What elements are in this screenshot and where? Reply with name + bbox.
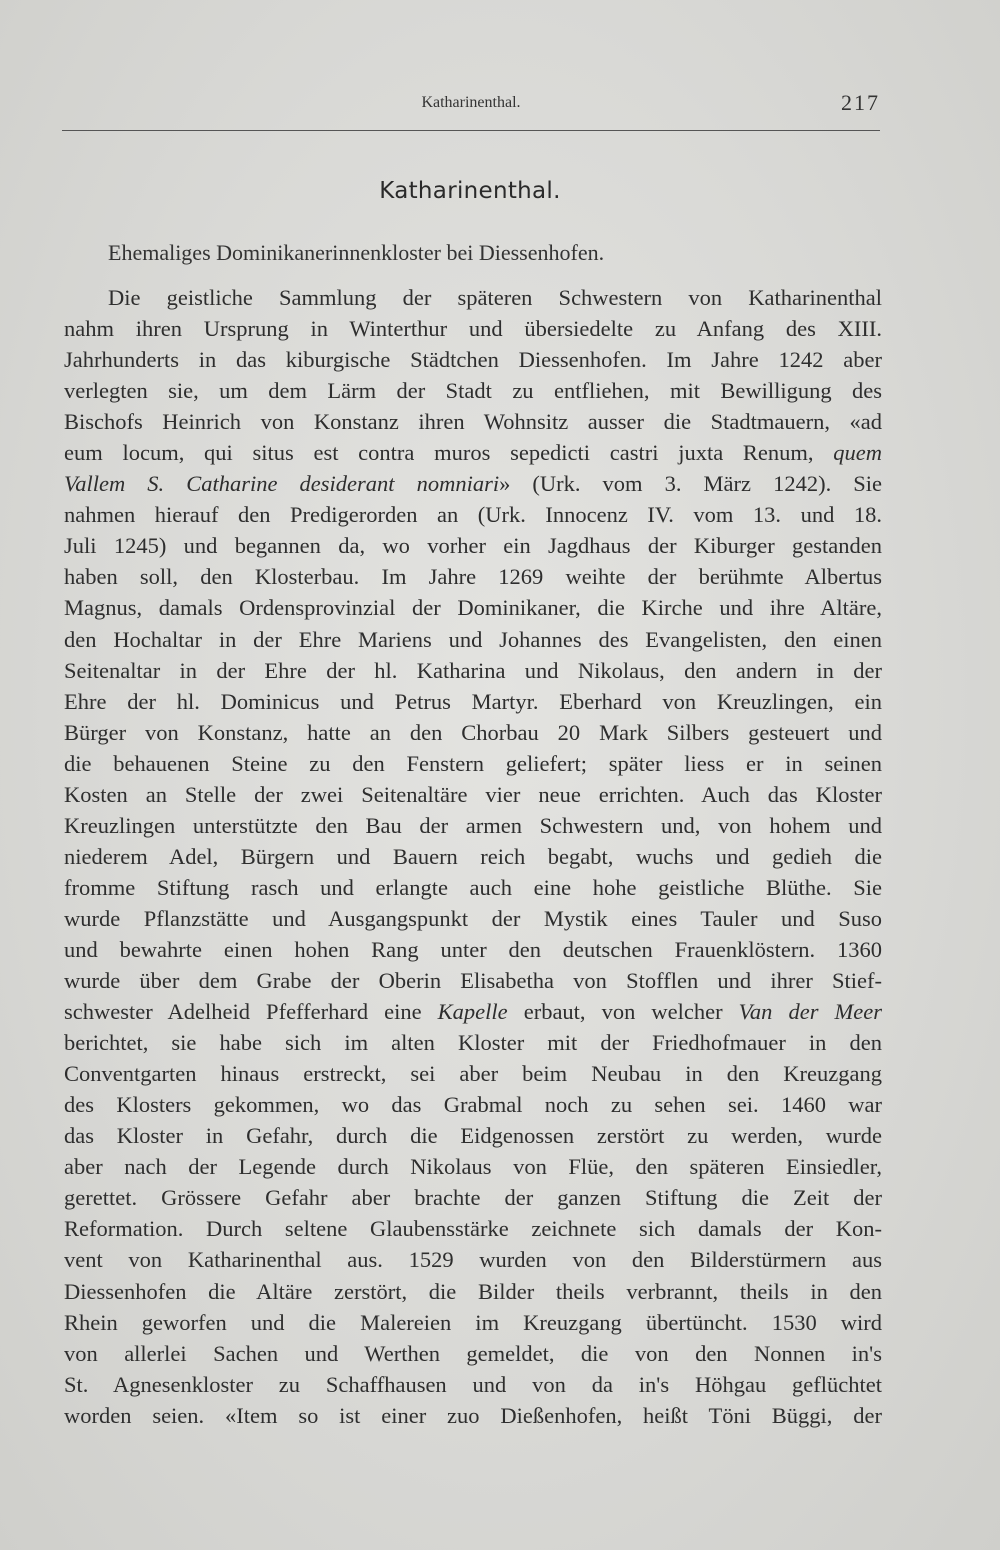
text-line xyxy=(64,1213,882,1244)
text-line xyxy=(64,406,882,437)
text-segment: das Kloster in Gefahr, durch die Eidgenossen zerstört zu werden, wurde xyxy=(64,1123,882,1149)
text-segment: St. Agnesenkloster zu Schaffhausen und von da in's Höhgau geflüchtet xyxy=(64,1371,882,1397)
text-line xyxy=(64,779,882,810)
chapter-subtitle: Ehemaliges Dominikanerinnenkloster bei Diessenhofen. xyxy=(108,240,605,265)
text-segment: wurde über dem Grabe der Oberin Elisabetha von Stofflen und ihrer Stief- xyxy=(64,968,882,994)
text-line xyxy=(64,561,882,592)
running-title: Katharinenthal. xyxy=(421,94,521,111)
text-line xyxy=(64,499,882,530)
text-line xyxy=(64,1400,882,1431)
text-segment: des Klosters gekommen, wo das Grabmal noch zu sehen sei. 1460 war xyxy=(64,1092,882,1118)
text-line xyxy=(64,1151,882,1182)
text-segment: vent von Katharinenthal aus. 1529 wurden von den Bilderstürmern aus xyxy=(64,1247,882,1273)
text-segment: niederem Adel, Bürgern und Bauern reich begabt, wuchs und gedieh die xyxy=(64,843,882,869)
text-segment: den Hochaltar in der Ehre Mariens und Johannes des Evangelisten, den einen xyxy=(64,626,882,652)
text-segment: von allerlei Sachen und Werthen gemeldet, die von den Nonnen in's xyxy=(64,1340,882,1366)
text-segment: Die geistliche Sammlung der späteren Schwestern von Katharinenthal xyxy=(108,285,882,310)
text-line xyxy=(64,1276,882,1307)
text-segment: nahm ihren Ursprung in Winterthur und übersiedelte zu Anfang des XIII. xyxy=(64,316,882,342)
italic-text: Van der Meer xyxy=(738,999,882,1025)
text-line xyxy=(64,530,882,561)
text-line xyxy=(64,1182,882,1213)
text-segment: haben soll, den Klosterbau. Im Jahre 1269 weihte der berühmte Albertus xyxy=(64,564,882,590)
page-number: 217 xyxy=(841,90,880,115)
text-line xyxy=(64,1089,882,1120)
text-line xyxy=(64,717,882,748)
text-line xyxy=(64,1307,882,1338)
text-line xyxy=(64,1338,882,1369)
chapter-title: Katharinenthal. xyxy=(379,178,561,204)
italic-text: quem xyxy=(833,440,882,466)
text-line xyxy=(64,375,882,406)
text-segment: » (Urk. vom 3. März 1242). Sie xyxy=(499,471,882,497)
text-line xyxy=(64,313,882,344)
text-segment: nahmen hierauf den Predigerorden an (Urk. Innocenz IV. vom 13. und 18. xyxy=(64,502,882,528)
text-line xyxy=(64,1244,882,1275)
text-line xyxy=(64,1058,882,1089)
header-rule xyxy=(62,130,880,131)
text-segment: Seitenaltar in der Ehre der hl. Katharina und Nikolaus, den andern in der xyxy=(64,657,882,683)
text-line xyxy=(64,437,882,468)
text-line xyxy=(64,996,882,1027)
text-line xyxy=(64,965,882,996)
text-segment: Jahrhunderts in das kiburgische Städtchen Diessenhofen. Im Jahre 1242 aber xyxy=(64,347,882,373)
text-line xyxy=(64,1369,882,1400)
text-segment: gerettet. Grössere Gefahr aber brachte der ganzen Stiftung die Zeit der xyxy=(64,1185,882,1211)
text-segment: Magnus, damals Ordensprovinzial der Dominikaner, die Kirche und ihre Altäre, xyxy=(64,595,882,621)
text-segment: Bischofs Heinrich von Konstanz ihren Wohnsitz ausser die Stadtmauern, «ad xyxy=(64,409,882,435)
text-line xyxy=(64,344,882,375)
text-segment: Juli 1245) und begannen da, wo vorher ein Jagdhaus der Kiburger gestanden xyxy=(64,533,882,559)
text-segment: aber nach der Legende durch Nikolaus von Flüe, den späteren Einsiedler, xyxy=(64,1154,882,1180)
text-segment: fromme Stiftung rasch und erlangte auch eine hohe geistliche Blüthe. Sie xyxy=(64,874,882,900)
text-segment: wurde Pflanzstätte und Ausgangspunkt der Mystik eines Tauler und Suso xyxy=(64,905,882,931)
text-segment: eum locum, qui situs est contra muros sepedicti castri juxta Renum, xyxy=(64,440,834,466)
text-segment: erbaut, von welcher xyxy=(507,999,739,1025)
text-segment: Rhein geworfen und die Malereien im Kreuzgang übertüncht. 1530 wird xyxy=(64,1309,882,1335)
text-line xyxy=(64,810,882,841)
text-line xyxy=(64,592,882,623)
text-line xyxy=(64,686,882,717)
text-line xyxy=(64,1027,882,1058)
text-line xyxy=(64,841,882,872)
text-segment: Bürger von Konstanz, hatte an den Chorbau 20 Mark Silbers gesteuert und xyxy=(64,719,882,745)
text-segment: berichtet, sie habe sich im alten Kloster mit der Friedhofmauer in den xyxy=(64,1030,882,1056)
text-segment: Diessenhofen die Altäre zerstört, die Bilder theils verbrannt, theils in den xyxy=(64,1278,882,1304)
text-line xyxy=(64,934,882,965)
text-segment: schwester Adelheid Pfefferhard eine xyxy=(64,999,438,1025)
text-line xyxy=(64,903,882,934)
text-line xyxy=(64,1120,882,1151)
text-segment: und bewahrte einen hohen Rang unter den deutschen Frauenklöstern. 1360 xyxy=(64,936,882,962)
text-segment: die behauenen Steine zu den Fenstern geliefert; später liess er in seinen xyxy=(64,750,882,776)
text-line xyxy=(64,624,882,655)
body-text xyxy=(64,282,882,1431)
text-segment: Kosten an Stelle der zwei Seitenaltäre vier neue errichten. Auch das Kloster xyxy=(64,781,882,807)
text-segment: worden seien. «Item so ist einer zuo Dießenhofen, heißt Töni Büggi, der xyxy=(64,1402,882,1428)
text-segment: Kreuzlingen unterstützte den Bau der armen Schwestern und, von hohem und xyxy=(64,812,882,838)
text-line xyxy=(64,282,882,313)
text-segment: Conventgarten hinaus erstreckt, sei aber beim Neubau in den Kreuzgang xyxy=(64,1061,882,1087)
text-line xyxy=(64,468,882,499)
italic-text: Kapelle xyxy=(437,999,508,1025)
text-segment: Ehre der hl. Dominicus und Petrus Martyr. Eberhard von Kreuzlingen, ein xyxy=(64,688,882,714)
running-head xyxy=(62,90,880,122)
text-segment: verlegten sie, um dem Lärm der Stadt zu entfliehen, mit Bewilligung des xyxy=(64,378,882,404)
italic-text: Vallem S. Catharine desiderant nomniari xyxy=(64,471,500,497)
text-line xyxy=(64,655,882,686)
text-line xyxy=(64,872,882,903)
text-segment: Reformation. Durch seltene Glaubensstärke zeichnete sich damals der Kon- xyxy=(64,1216,882,1242)
text-line xyxy=(64,748,882,779)
